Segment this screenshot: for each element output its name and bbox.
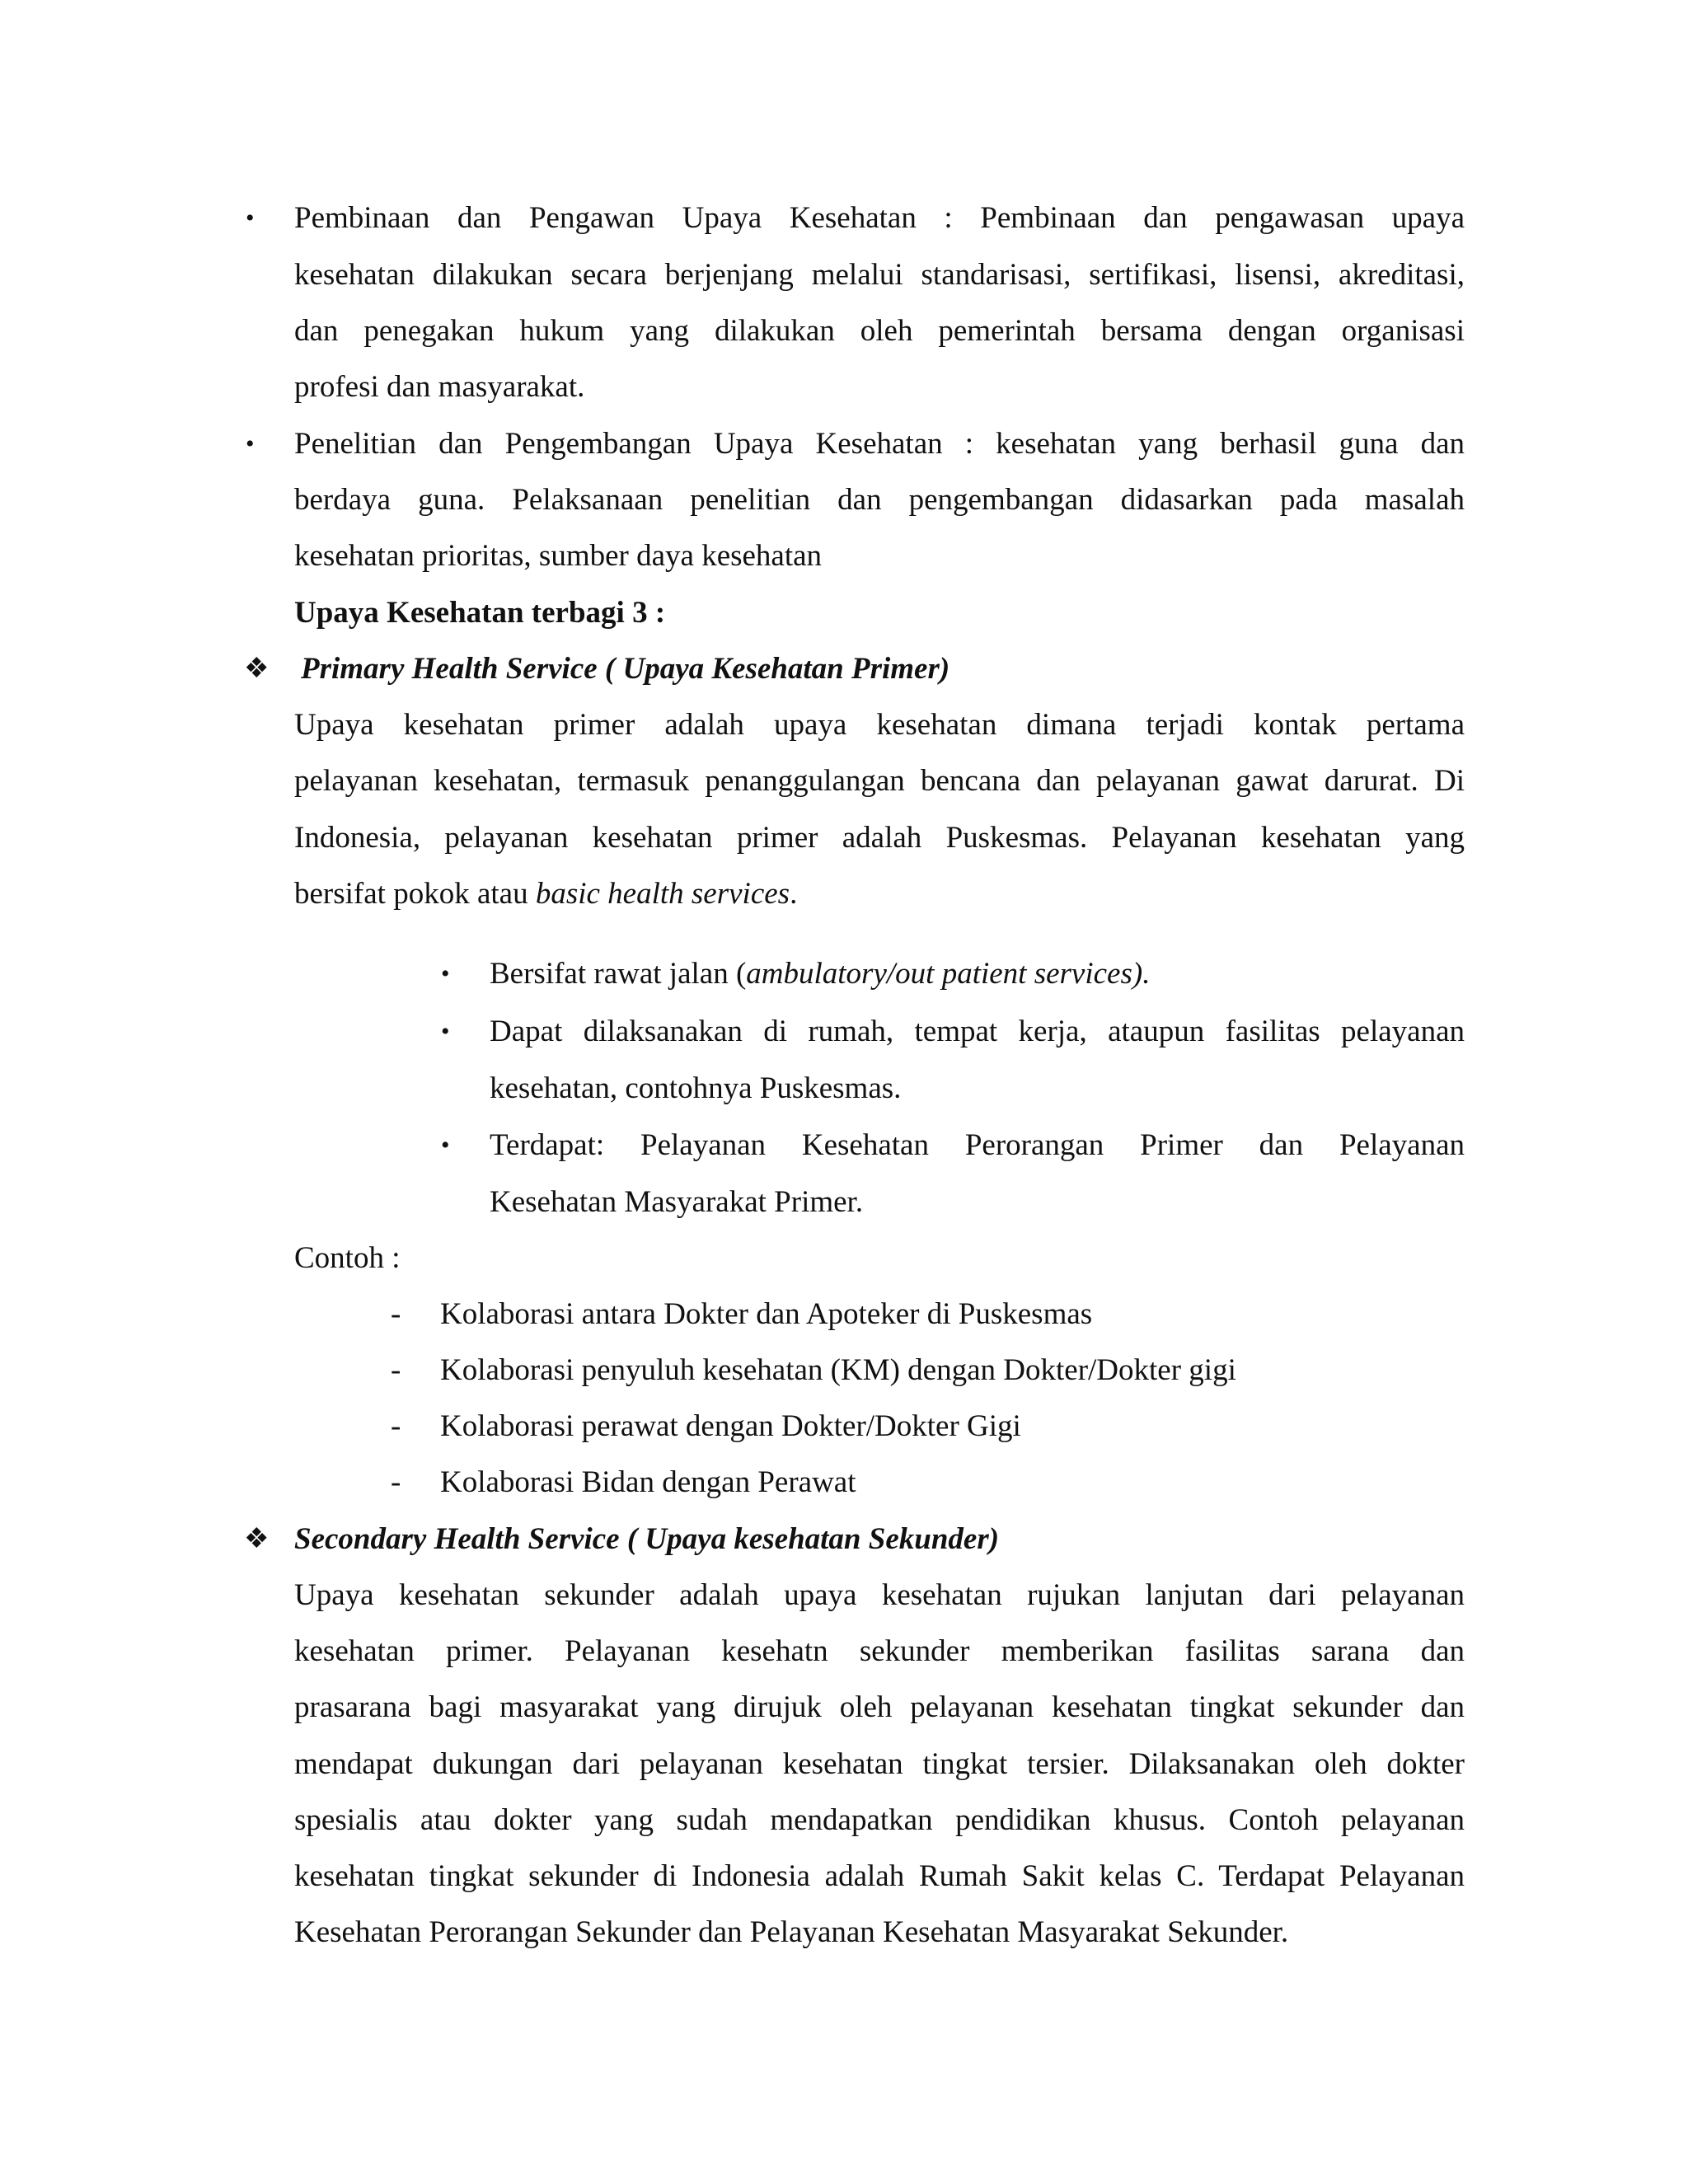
- dash-icon: -: [391, 1409, 401, 1443]
- sub-bullet-3-line-2: Kesehatan Masyarakat Primer.: [490, 1185, 864, 1219]
- dash-icon: -: [391, 1297, 401, 1331]
- bullet-icon: •: [246, 430, 255, 457]
- secondary-para-line-5: spesialis atau dokter yang sudah mendapatkan pendidikan khusus. Contoh pelayanan: [294, 1803, 1465, 1837]
- bullet-icon: •: [441, 1132, 450, 1159]
- sub-bullet-1: [490, 956, 1150, 992]
- section-heading: Upaya Kesehatan terbagi 3 :: [294, 596, 666, 630]
- item1-line-3: dan penegakan hukum yang dilakukan oleh pemerintah bersama dengan organisasi: [294, 314, 1465, 348]
- item2-line-2: berdaya guna. Pelaksanaan penelitian dan pengembangan didasarkan pada masalah: [294, 483, 1465, 517]
- secondary-title: Secondary Health Service ( Upaya kesehatan Sekunder): [294, 1522, 1000, 1556]
- secondary-para-line-3: prasarana bagi masyarakat yang dirujuk oleh pelayanan kesehatan tingkat sekunder dan: [294, 1690, 1465, 1724]
- primary-para-line-2: pelayanan kesehatan, termasuk penanggulangan bencana dan pelayanan gawat darurat. Di: [294, 764, 1465, 798]
- diamond-bullet-icon: ❖: [244, 654, 270, 684]
- secondary-para-line-2: kesehatan primer. Pelayanan kesehatn sekunder memberikan fasilitas sarana dan: [294, 1634, 1465, 1668]
- primary-para-line-4-text: bersifat pokok atau: [294, 877, 536, 911]
- contoh-label: Contoh :: [294, 1241, 401, 1275]
- example-1: Kolaborasi antara Dokter dan Apoteker di Puskesmas: [440, 1297, 1093, 1331]
- bullet-icon: •: [441, 1018, 450, 1045]
- example-2: Kolaborasi penyuluh kesehatan (KM) dengan Dokter/Dokter gigi: [440, 1353, 1236, 1387]
- sub-bullet-3-line-1: Terdapat: Pelayanan Kesehatan Perorangan Primer dan Pelayanan: [490, 1128, 1465, 1162]
- secondary-para-line-6: kesehatan tingkat sekunder di Indonesia adalah Rumah Sakit kelas C. Terdapat Pelayanan: [294, 1859, 1465, 1893]
- bullet-icon: •: [441, 960, 450, 987]
- example-3: Kolaborasi perawat dengan Dokter/Dokter Gigi: [440, 1409, 1021, 1443]
- diamond-bullet-icon: ❖: [244, 1524, 270, 1554]
- sub-bullet-2-line-2: kesehatan, contohnya Puskesmas.: [490, 1071, 902, 1105]
- item2-line-1: Penelitian dan Pengembangan Upaya Kesehatan : kesehatan yang berhasil guna dan: [294, 427, 1465, 461]
- dash-icon: -: [391, 1353, 401, 1387]
- example-4: Kolaborasi Bidan dengan Perawat: [440, 1465, 856, 1499]
- item1-line-4: profesi dan masyarakat.: [294, 370, 585, 404]
- primary-para-line-4-italic: basic health services: [535, 877, 790, 911]
- item1-line-1: Pembinaan dan Pengawan Upaya Kesehatan : Pembinaan dan pengawasan upaya: [294, 201, 1465, 235]
- sub-bullet-2-line-1: Dapat dilaksanakan di rumah, tempat kerja, ataupun fasilitas pelayanan: [490, 1015, 1465, 1048]
- primary-para-line-4-end: .: [790, 877, 798, 911]
- secondary-para-line-1: Upaya kesehatan sekunder adalah upaya kesehatan rujukan lanjutan dari pelayanan: [294, 1578, 1465, 1612]
- item1-line-2: kesehatan dilakukan secara berjenjang melalui standarisasi, sertifikasi, lisensi, akreditasi,: [294, 258, 1465, 292]
- secondary-para-line-7: Kesehatan Perorangan Sekunder dan Pelayanan Kesehatan Masyarakat Sekunder.: [294, 1915, 1289, 1949]
- dash-icon: -: [391, 1465, 401, 1499]
- item2-line-3: kesehatan prioritas, sumber daya kesehatan: [294, 539, 823, 573]
- primary-para-line-4: [294, 876, 797, 912]
- sub-bullet-1-italic: ambulatory/out patient services).: [746, 957, 1151, 991]
- secondary-para-line-4: mendapat dukungan dari pelayanan kesehatan tingkat tersier. Dilaksanakan oleh dokter: [294, 1747, 1465, 1781]
- bullet-icon: •: [246, 204, 255, 232]
- primary-title: Primary Health Service ( Upaya Kesehatan Primer): [301, 652, 950, 686]
- primary-para-line-1: Upaya kesehatan primer adalah upaya kesehatan dimana terjadi kontak pertama: [294, 708, 1465, 742]
- sub-bullet-1-text: Bersifat rawat jalan (: [490, 957, 747, 991]
- primary-para-line-3: Indonesia, pelayanan kesehatan primer adalah Puskesmas. Pelayanan kesehatan yang: [294, 821, 1465, 855]
